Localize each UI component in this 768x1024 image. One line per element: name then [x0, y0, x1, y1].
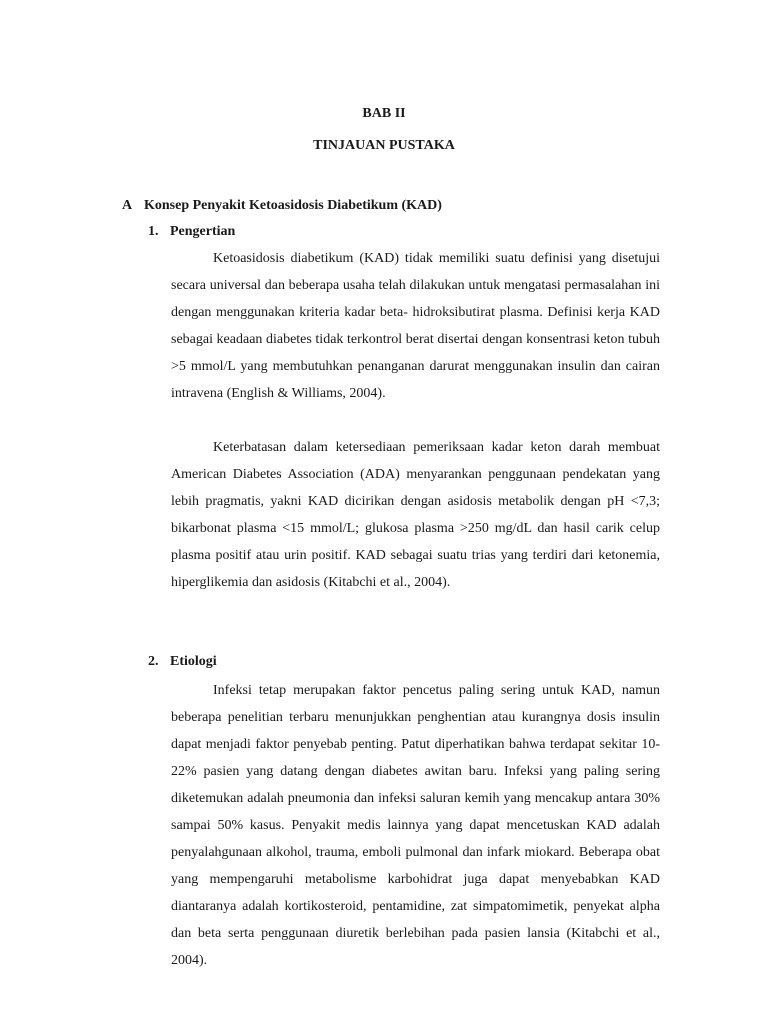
subsection-heading-etiologi: [148, 654, 217, 670]
subsection-heading-pengertian: [148, 224, 235, 240]
chapter-title: TINJAUAN PUSTAKA: [313, 138, 455, 153]
subsection-heading-text: Pengertian: [170, 224, 236, 239]
section-heading-text: Konsep Penyakit Ketoasidosis Diabetikum (KAD): [144, 198, 442, 213]
paragraph: Keterbatasan dalam ketersediaan pemeriksaan kadar keton darah membuat American Diabetes Association (ADA) menyarankan penggunaan pendekatan yang lebih pragmatis, yakni KAD dicirikan dengan asidosis metabolik dengan pH <7,3; bikarbonat plasma <15 mmol/L; glukosa plasma >250 mg/dL dan hasil carik celup plasma positif atau urin positif. KAD sebagai suatu trias yang terdiri dari ketonemia, hiperglikemia dan asidosis (Kitabchi et al., 2004).: [171, 440, 660, 590]
paragraph: Ketoasidosis diabetikum (KAD) tidak memiliki suatu definisi yang disetujui secara universal dan beberapa usaha telah dilakukan untuk mengatasi permasalahan ini dengan menggunakan kriteria kadar beta- hidroksibutirat plasma. Definisi kerja KAD sebagai keadaan diabetes tidak terkontrol berat disertai dengan konsentrasi keton tubuh >5 mmol/L yang membutuhkan penanganan darurat menggunakan insulin dan cairan intravena (English & Williams, 2004).: [171, 251, 660, 401]
subsection-heading-text: Etiologi: [170, 654, 217, 669]
subsection-number: 2.: [148, 654, 159, 669]
paragraph: Infeksi tetap merupakan faktor pencetus paling sering untuk KAD, namun beberapa penelitian terbaru menunjukkan penghentian atau kurangnya dosis insulin dapat menjadi faktor penyebab penting. Patut diperhatikan bahwa terdapat sekitar 10-22% pasien yang datang dengan diabetes awitan baru. Infeksi yang paling sering diketemukan adalah pneumonia dan infeksi saluran kemih yang mencakup antara 30% sampai 50% kasus. Penyakit medis lainnya yang dapat mencetuskan KAD adalah penyalahgunaan alkohol, trauma, emboli pulmonal dan infark miokard. Beberapa obat yang mempengaruhi metabolisme karbohidrat juga dapat menyebabkan KAD diantaranya adalah kortikosteroid, pentamidine, zat simpatomimetik, penyekat alpha dan beta serta penggunaan diuretik berlebihan pada pasien lansia (Kitabchi et al., 2004).: [171, 683, 660, 968]
subsection-number: 1.: [148, 224, 159, 239]
chapter-label: BAB II: [362, 106, 406, 121]
section-letter: A: [122, 198, 133, 213]
section-heading: [122, 198, 442, 214]
